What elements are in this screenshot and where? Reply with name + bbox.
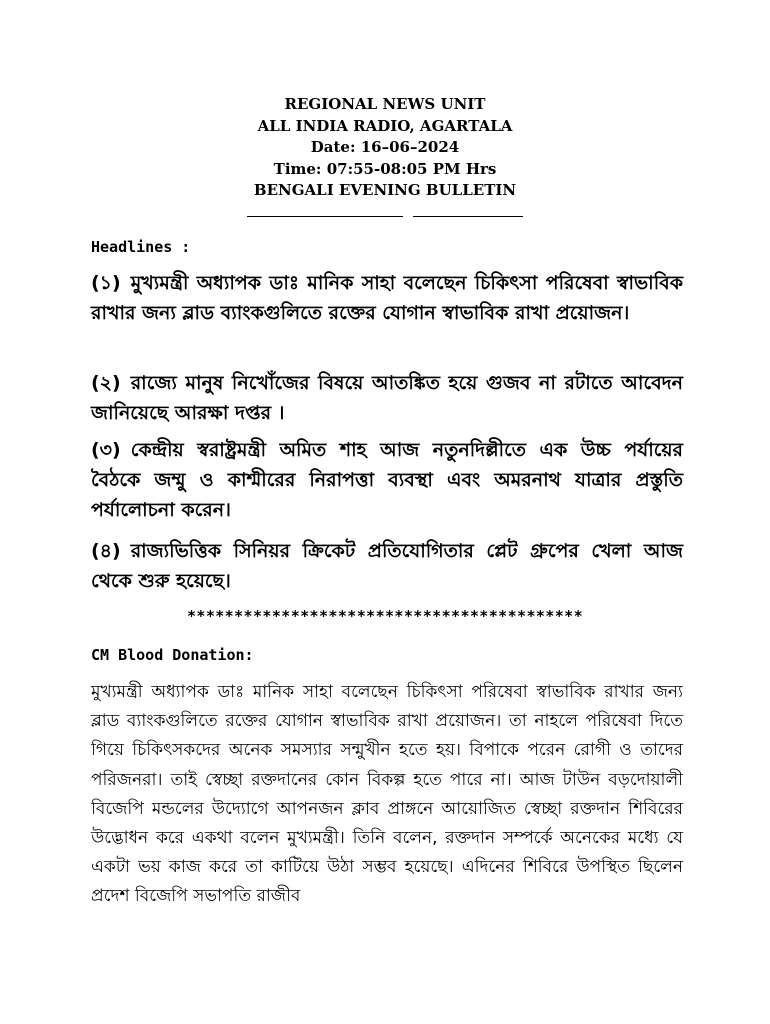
header-underline-right <box>413 216 523 217</box>
story-title: CM Blood Donation: <box>91 646 254 664</box>
bulletin-time: Time: 07:55-08:05 PM Hrs <box>273 159 497 178</box>
bulletin-date: Date: 16–06–2024 <box>310 138 460 156</box>
headlines-label: Headlines : <box>91 238 191 256</box>
headline-text: রাজ্যভিত্তিক সিনিয়র ক্রিকেট প্রতিযোগিতার প্লেট গ্রুপের খেলা আজ থেকে শুরু হয়েছে। <box>91 540 683 592</box>
headline-number: (১) <box>91 272 121 294</box>
headline-item <box>91 536 683 596</box>
headline-number: (৩) <box>91 439 121 461</box>
headline-number: (৪) <box>91 540 121 562</box>
headline-text: মুখ্যমন্ত্রী অধ্যাপক ডাঃ মানিক সাহা বলেছেন চিকিৎসা পরিষেবা স্বাভাবিক রাখার জন্য ব্লাড ব্যাংকগুলিতে রক্তের যোগান স্বাভাবিক রাখা প্রয়োজন। <box>91 272 683 324</box>
headline-item <box>91 435 683 525</box>
story-body: মুখ্যমন্ত্রী অধ্যাপক ডাঃ মানিক সাহা বলেছেন চিকিৎসা পরিষেবা স্বাভাবিক রাখার জন্য ব্লাড ব্যাংকগুলিতে রক্তের যোগান স্বাভাবিক রাখা প্রয়োজন। তা নাহলে পরিষেবা দিতে গিয়ে চিকিৎসকদের অনেক সমস্যার সন্মুখীন হতে হয়। বিপাকে পরেন রোগী ও তাদের পরিজনরা। তাই স্বেচ্ছা রক্তদানের কোন বিকল্প হতে পারে না। আজ টাউন বড়দোয়ালী বিজেপি মন্ডলের উদ্যোগে আপনজন ক্লাব প্রাঙ্গনে আয়োজিত স্বেচ্ছা রক্তদান শিবিরের উদ্ভোধন করে একথা বলেন মুখ্যমন্ত্রী। তিনি বলেন, রক্তদান সম্পর্কে অনেকের মধ্যে যে একটা ভয় কাজ করে তা কাটিয়ে উঠা সম্ভব হয়েছে। এদিনের শিবিরে উপস্থিত ছিলেন প্রদেশ বিজেপি সভাপতি রাজীব <box>91 682 683 907</box>
bulletin-name: BENGALI EVENING BULLETIN <box>253 181 517 199</box>
news-unit-title: REGIONAL NEWS UNIT <box>284 95 486 113</box>
headline-item <box>91 368 683 428</box>
station-name: ALL INDIA RADIO, AGARTALA <box>257 116 513 135</box>
headline-text: কেন্দ্রীয় স্বরাষ্ট্রমন্ত্রী অমিত শাহ আজ নতুনদিল্লীতে এক উচ্চ পর্যায়ের বৈঠকে জম্মু ও কাশ্মীরের নিরাপত্তা ব্যবস্থা এবং অমরনাথ যাত্রার প্রস্তুতি পর্যালোচনা করেন। <box>91 439 683 521</box>
headline-number: (২) <box>91 372 121 394</box>
headline-item <box>91 268 683 328</box>
bulletin-header <box>0 94 770 202</box>
section-separator: ****************************************** <box>186 607 584 625</box>
headline-text: রাজ্যে মানুষ নিখোঁজের বিষয়ে আতঙ্কিত হয়ে গুজব না রটাতে আবেদন জানিয়েছে আরক্ষা দপ্তর । <box>91 372 683 424</box>
header-underline-left <box>247 216 403 217</box>
